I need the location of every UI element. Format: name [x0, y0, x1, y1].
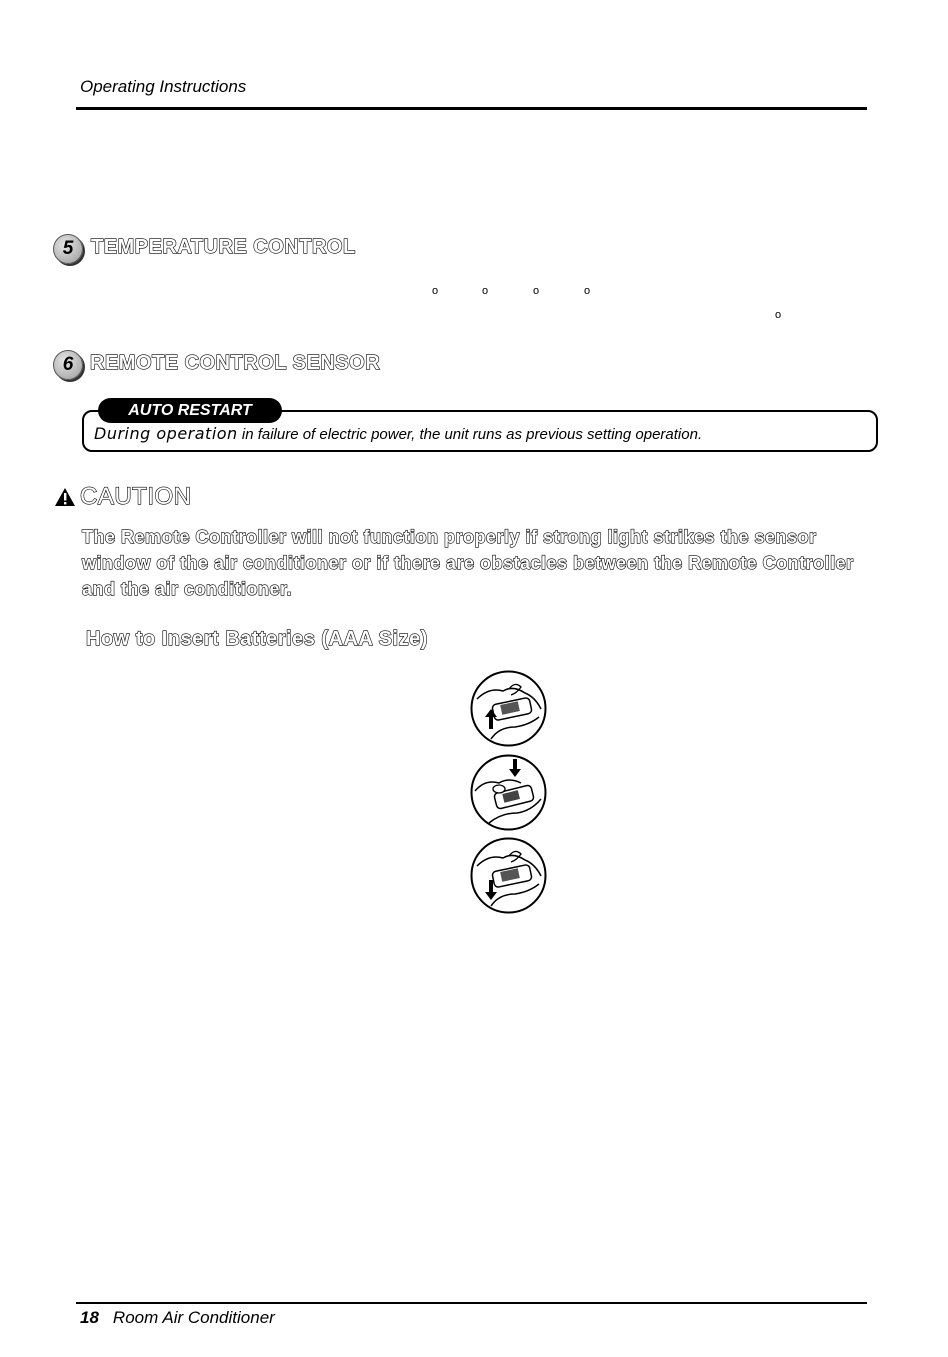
batteries-heading: How to Insert Batteries (AAA Size)	[86, 628, 428, 650]
caution-heading	[54, 483, 192, 511]
page-header-title: Operating Instructions	[80, 77, 247, 96]
section-6-number: 6	[62, 354, 74, 375]
degree-mark: o	[533, 285, 540, 297]
page-footer	[80, 1308, 275, 1328]
degree-mark: o	[775, 309, 782, 321]
section-6-number-badge	[53, 350, 83, 380]
auto-restart-text: in failure of electric power, the unit runs as previous setting operation.	[237, 426, 703, 443]
page-number: 18	[80, 1308, 99, 1327]
battery-insert-illustration	[469, 753, 548, 832]
section-5-number-badge	[53, 234, 83, 264]
footer-title: Room Air Conditioner	[112, 1308, 275, 1327]
battery-cover-open-illustration	[469, 669, 548, 748]
auto-restart-label-pill	[98, 398, 282, 423]
degree-mark: o	[584, 285, 591, 297]
warning-triangle-icon	[54, 487, 76, 507]
header-rule	[76, 107, 867, 110]
degree-mark: o	[432, 285, 439, 297]
section-5-title: TEMPERATURE CONTROL	[91, 236, 356, 258]
section-6-title: REMOTE CONTROL SENSOR	[90, 352, 381, 374]
battery-cover-close-illustration	[469, 836, 548, 915]
auto-restart-label: AUTO RESTART	[128, 401, 252, 419]
auto-restart-note	[94, 424, 702, 443]
section-5-number: 5	[62, 238, 74, 259]
caution-text: The Remote Controller will not function properly if strong light strikes the sensor window of the air conditioner or if there are obstacles between the Remote Controller and the air conditioner.	[82, 527, 854, 599]
degree-mark: o	[482, 285, 489, 297]
caution-title: CAUTION	[80, 483, 192, 510]
footer-rule	[76, 1302, 867, 1304]
auto-restart-lead: During operation	[94, 424, 238, 443]
